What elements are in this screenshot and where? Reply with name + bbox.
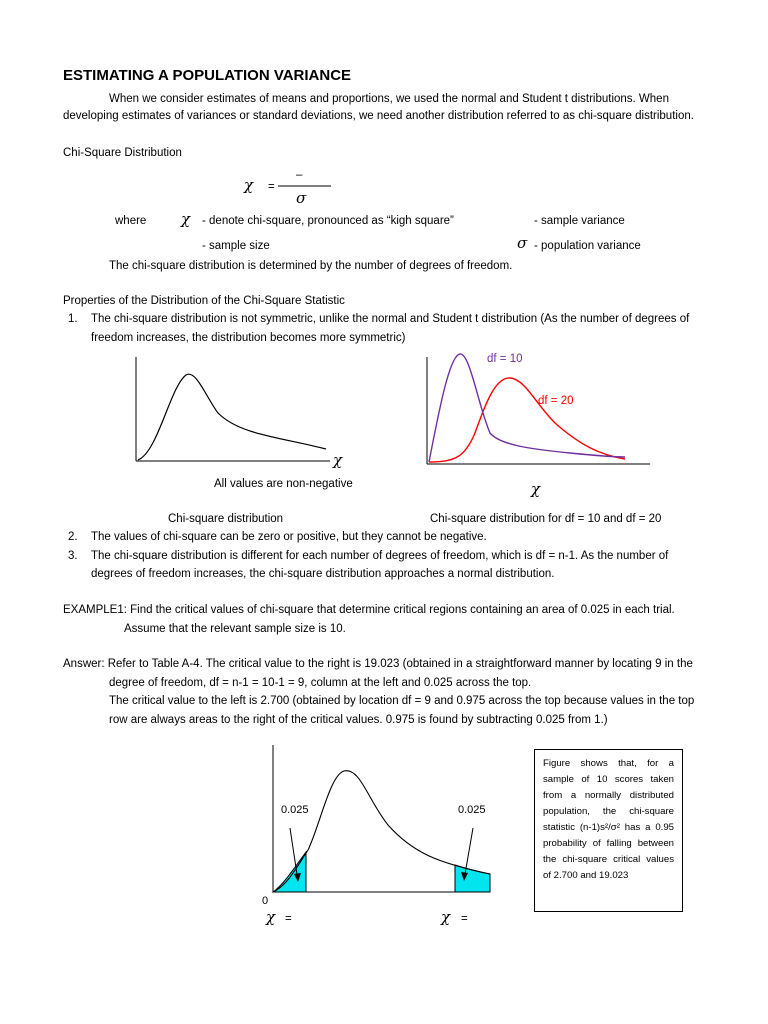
right-critical-chi: χ (441, 908, 451, 926)
formula-bar: – (296, 169, 303, 181)
degrees-of-freedom-line: The chi-square distribution is determined by the number of degrees of freedom. (109, 260, 513, 272)
property-3-number: 3. (68, 550, 78, 562)
chi-symbol: χ (181, 210, 191, 228)
property-1-line-1: The chi-square distribution is not symmetric, unlike the normal and Student t distribution (As the number of degrees of (91, 313, 690, 325)
figure1-caption: Chi-square distribution (168, 513, 284, 525)
page-title: ESTIMATING A POPULATION VARIANCE (63, 67, 352, 84)
example1-line-1: EXAMPLE1: Find the critical values of chi-square that determine critical regions containing an area of 0.025 in each trial. (63, 604, 675, 616)
right-area-label: 0.025 (458, 804, 486, 816)
formula-chi-symbol: χ (244, 176, 254, 194)
left-area-label: 0.025 (281, 804, 309, 816)
figure2-axis-chi: χ (531, 480, 541, 498)
population-variance-def: - population variance (534, 240, 641, 252)
formula-sigma: σ (296, 189, 307, 207)
df10-label: df = 10 (487, 353, 523, 365)
answer-line-4: row are always areas to the right of the critical values. 0.975 is found by subtracting 0.025 from 1.) (109, 714, 608, 726)
left-critical-chi: χ (266, 908, 276, 926)
figure2-caption: Chi-square distribution for df = 10 and df = 20 (430, 513, 662, 525)
origin-label: 0 (262, 895, 269, 907)
formula-equals: = (268, 181, 275, 193)
chi-definition: - denote chi-square, pronounced as “kigh square” (202, 215, 454, 227)
property-3-line-2: degrees of freedom increases, the chi-square distribution approaches a normal distribution. (91, 568, 555, 580)
answer-line-3: The critical value to the left is 2.700 (obtained by location df = 9 and 0.975 across the top because values in the top (109, 695, 695, 707)
right-critical-region (455, 865, 490, 892)
property-1-line-2: freedom increases, the distribution becomes more symmetric) (91, 332, 406, 344)
df20-label: df = 20 (538, 395, 574, 407)
figure1-axis-chi: χ (333, 451, 343, 469)
property-2-number: 2. (68, 531, 78, 543)
property-1-number: 1. (68, 313, 78, 325)
left-critical-region (273, 852, 306, 892)
sample-size-def: - sample size (202, 240, 270, 252)
left-critical-equals: = (285, 913, 292, 925)
chi-square-heading: Chi-Square Distribution (63, 147, 182, 159)
answer-line-1: Answer: Refer to Table A-4. The critical value to the right is 19.023 (obtained in a straightforward manner by locating 9 in the (63, 658, 693, 670)
figure1-note: All values are non-negative (214, 478, 353, 490)
explanation-note-text: Figure shows that, for a sample of 10 scores taken from a normally distributed population, the chi-square statistic (n-1)s²/σ² has a 0.95 probability of falling between the chi-square critical values of 2.700 and 19.023 (543, 758, 674, 881)
where-label: where (115, 215, 147, 227)
intro-line-2: developing estimates of variances or standard deviations, we need another distribution referred to as chi-square distribution. (63, 110, 694, 122)
critical-region-chart (268, 745, 508, 905)
figure1-curve (138, 374, 326, 460)
right-critical-equals: = (461, 913, 468, 925)
formula-fraction-line (278, 185, 338, 187)
df10-curve (429, 354, 625, 462)
sigma-symbol: σ (517, 234, 528, 252)
chi-square-curve-chart (130, 357, 350, 467)
answer-line-2: degree of freedom, df = n-1 = 10-1 = 9, column at the left and 0.025 across the top. (109, 677, 532, 689)
explanation-note-box (534, 749, 683, 912)
properties-heading: Properties of the Distribution of the Chi-Square Statistic (63, 295, 345, 307)
sample-variance-def: - sample variance (534, 215, 625, 227)
intro-line-1: When we consider estimates of means and proportions, we used the normal and Student t distributions. When (109, 93, 669, 105)
property-3-line-1: The chi-square distribution is different for each number of degrees of freedom, which is df = n-1. As the number of (91, 550, 669, 562)
property-2-line-1: The values of chi-square can be zero or positive, but they cannot be negative. (91, 531, 487, 543)
df20-curve (429, 378, 625, 462)
example1-line-2: Assume that the relevant sample size is 10. (124, 623, 346, 635)
